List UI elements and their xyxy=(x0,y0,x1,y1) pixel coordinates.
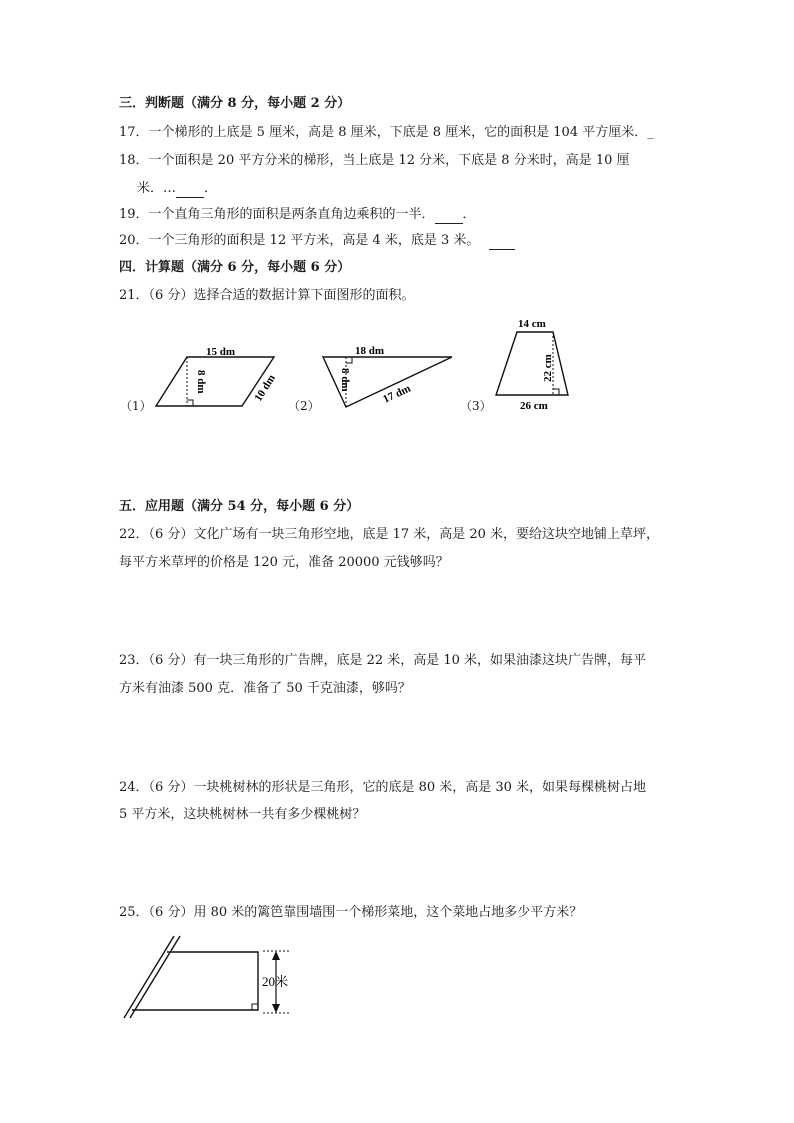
section-3-heading: 三．判断题（满分 8 分，每小题 2 分） xyxy=(119,96,351,111)
figure-3-top-length: 14 cm xyxy=(518,318,546,330)
question-18-line-2: 米．… ． xyxy=(137,181,218,196)
answer-blank xyxy=(435,210,463,224)
figure-2-height-length: 8 dm xyxy=(339,368,351,392)
question-22-line-2: 每平方米草坪的价格是 120 元，准备 20000 元钱够吗？ xyxy=(119,555,449,570)
question-25: 25．（6 分）用 80 米的篱笆靠围墙围一个梯形菜地，这个菜地占地多少平方米？ xyxy=(119,905,583,920)
section-4-heading: 四．计算题（满分 6 分，每小题 6 分） xyxy=(119,260,351,275)
figure-25-height-label: 20米 xyxy=(262,974,289,989)
question-18-text: 米．… xyxy=(137,181,177,196)
figure-1-parallelogram xyxy=(150,340,290,415)
answer-blank xyxy=(176,184,204,198)
figure-2-label: （2） xyxy=(288,399,320,413)
question-19-text: 19．一个直角三角形的面积是两条直角边乘积的一半． xyxy=(119,207,435,222)
figure-2-hyp-length: 17 dm xyxy=(381,382,413,406)
question-18-line-1: 18．一个面积是 20 平方分米的梯形，当上底是 12 分米，下底是 8 分米时，高是 10 厘 xyxy=(119,153,630,168)
figure-25-trapezoid-garden xyxy=(118,930,308,1025)
question-23-line-2: 方米有油漆 500 克．准备了 50 千克油漆，够吗？ xyxy=(119,681,411,696)
question-21: 21．（6 分）选择合适的数据计算下面图形的面积。 xyxy=(119,288,415,303)
question-22-line-1: 22．（6 分）文化广场有一块三角形空地，底是 17 米，高是 20 米，要给这块空地铺上草坪， xyxy=(119,527,660,542)
question-20-text: 20．一个三角形的面积是 12 平方米，高是 4 米，底是 3 米。 xyxy=(119,233,480,248)
question-19: 19．一个直角三角形的面积是两条直角边乘积的一半． ． xyxy=(119,207,476,222)
figure-1-label: （1） xyxy=(120,399,152,413)
figure-3-bottom-length: 26 cm xyxy=(520,400,548,412)
figure-3-height-length: 22 cm xyxy=(542,354,554,382)
answer-blank xyxy=(489,236,515,250)
section-5-heading: 五．应用题（满分 54 分，每小题 6 分） xyxy=(119,499,360,514)
question-23-line-1: 23．（6 分）有一块三角形的广告牌，底是 22 米，高是 10 米，如果油漆这块广告牌，每平 xyxy=(119,653,647,668)
question-17: 17．一个梯形的上底是 5 厘米，高是 8 厘米，下底是 8 厘米，它的面积是 104 平方厘米．_ xyxy=(119,125,654,140)
figure-2-triangle xyxy=(315,340,460,415)
question-24-line-1: 24．（6 分）一块桃树林的形状是三角形，它的底是 80 米，高是 30 米，如果每棵桃树占地 xyxy=(119,780,647,795)
figure-3-label: （3） xyxy=(460,399,492,413)
question-24-line-2: 5 平方米，这块桃树林一共有多少棵桃树？ xyxy=(119,807,366,822)
figure-1-side-length: 10 dm xyxy=(252,372,278,404)
figure-1-height-length: 8 dm xyxy=(195,370,207,394)
figure-3-trapezoid xyxy=(490,312,585,416)
figure-1-top-length: 15 dm xyxy=(206,346,236,358)
question-20 xyxy=(119,232,515,250)
figure-2-top-length: 18 dm xyxy=(355,345,385,357)
